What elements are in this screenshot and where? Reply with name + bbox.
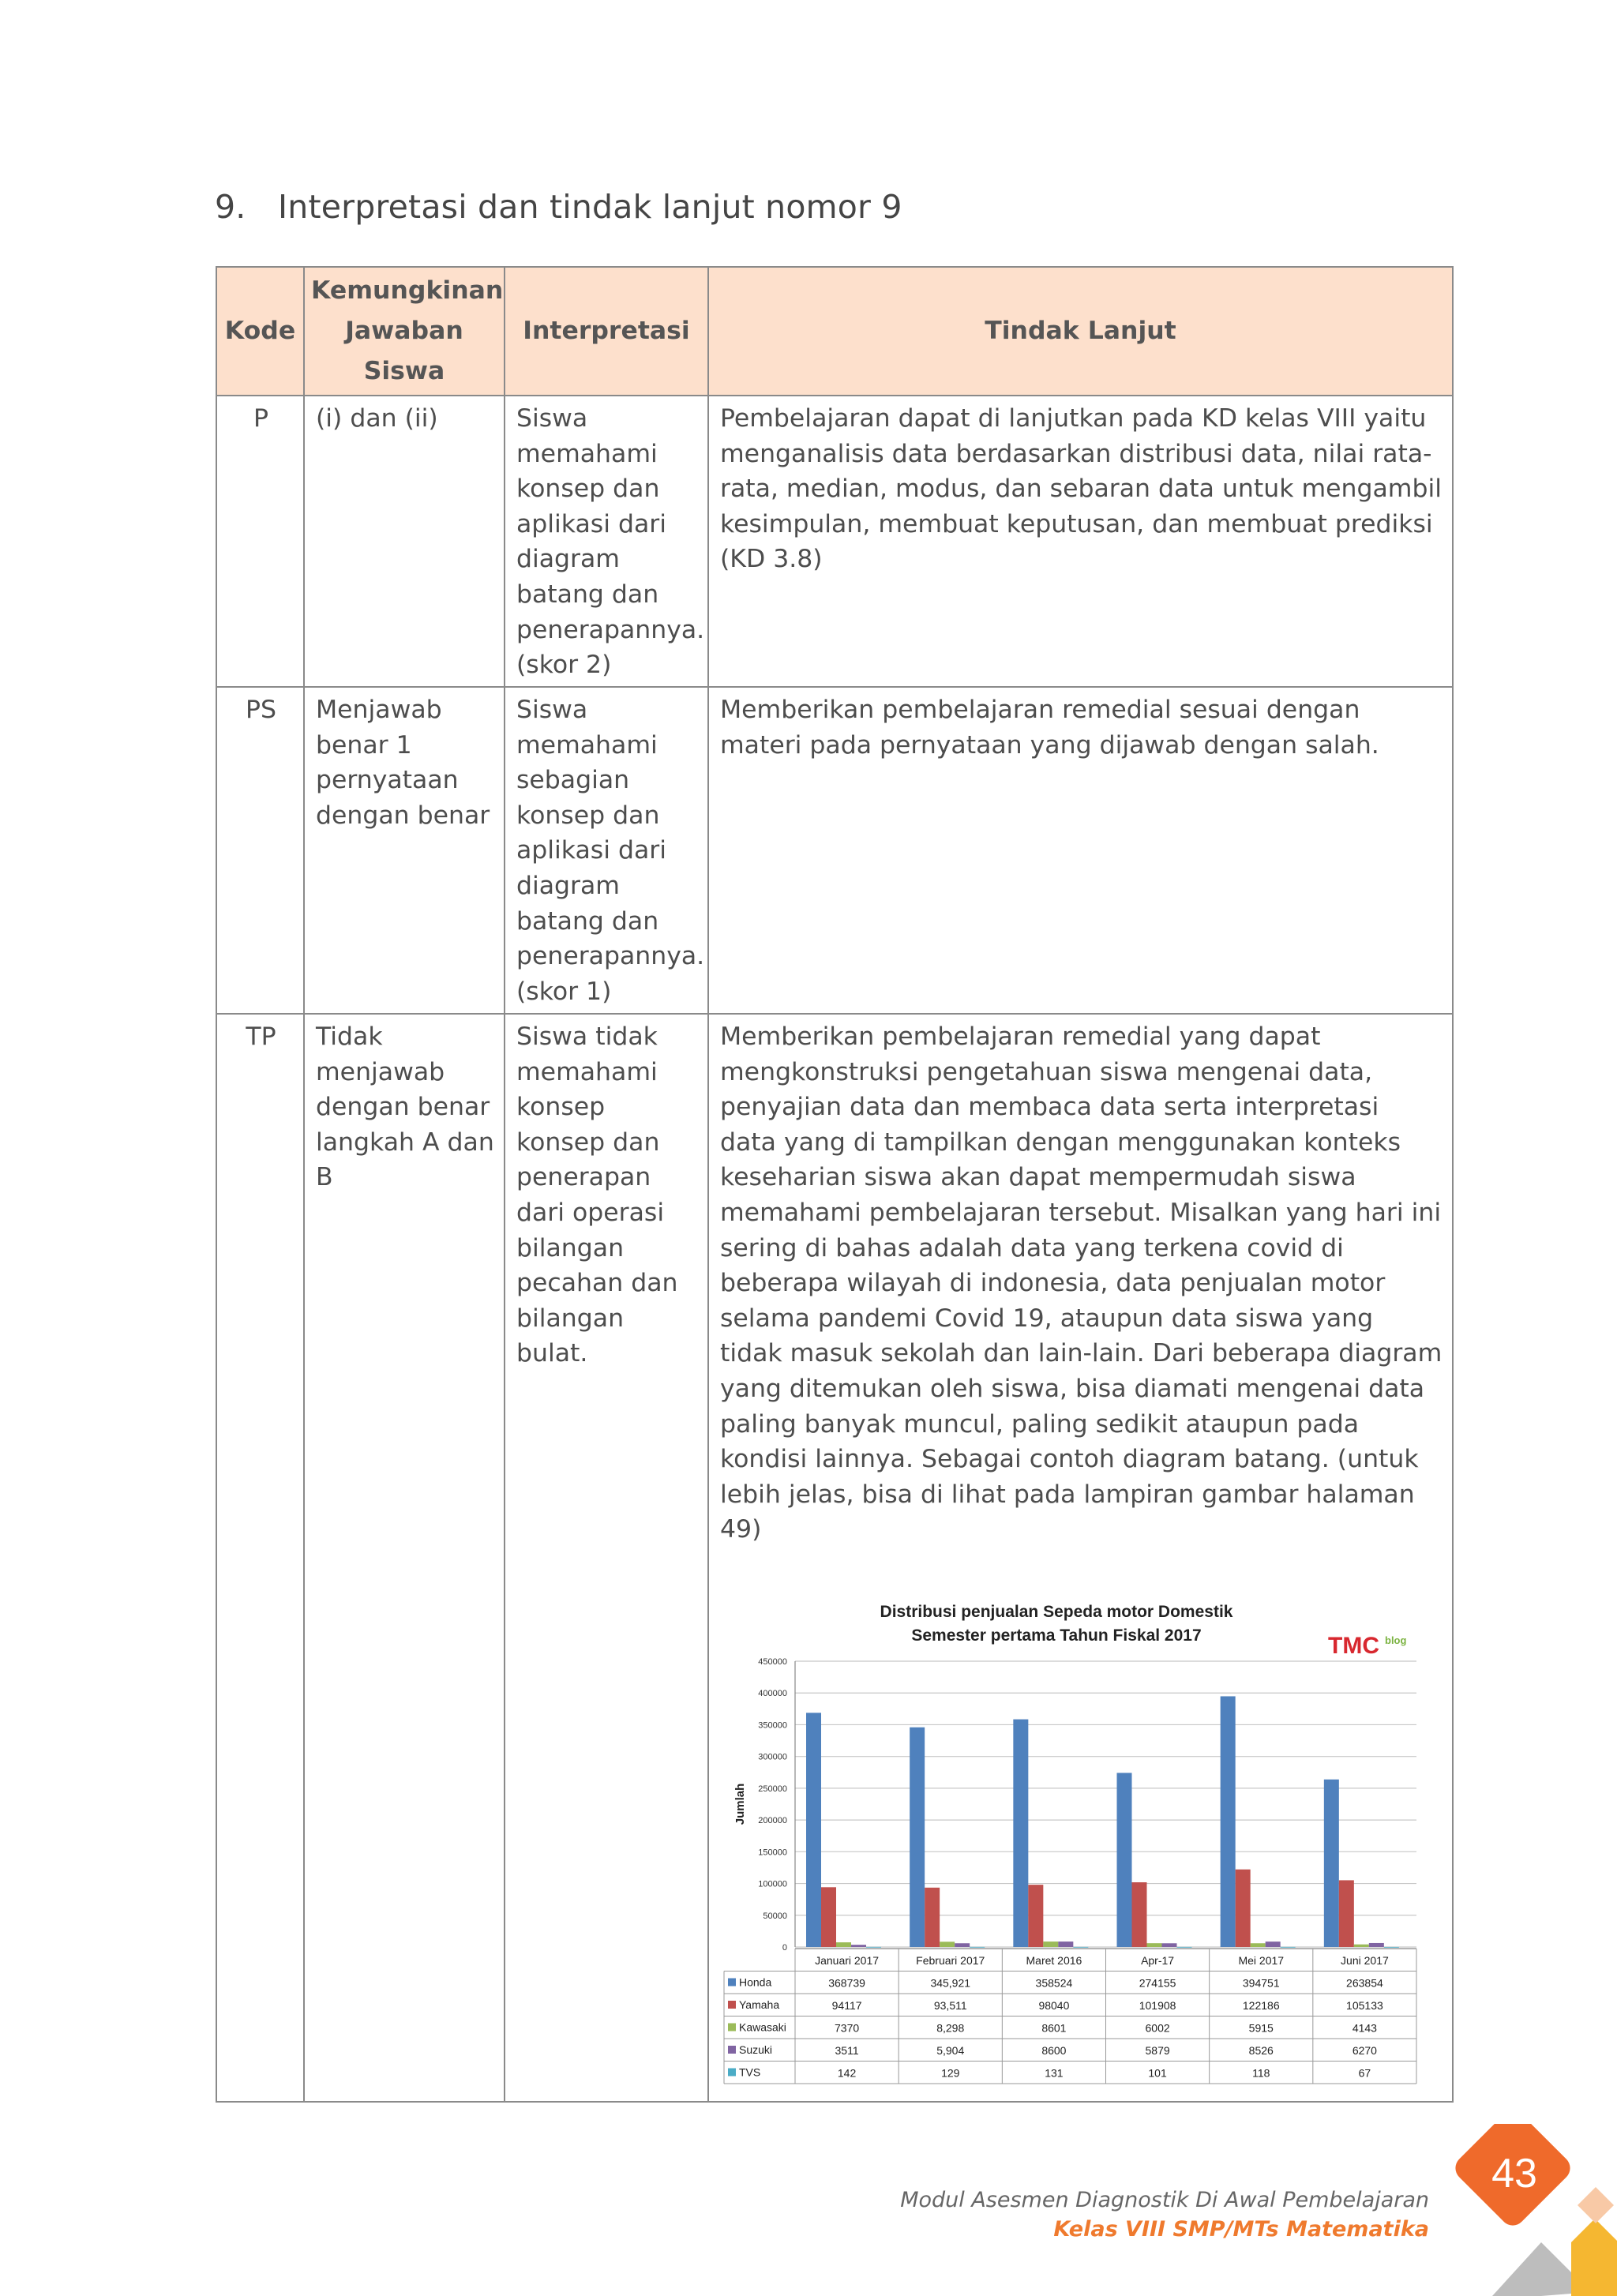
bar-tvs: [970, 1947, 985, 1948]
y-tick-label: 250000: [758, 1784, 787, 1794]
bar-suzuki: [851, 1945, 866, 1947]
sales-chart: [720, 1584, 1434, 2089]
bar-tvs: [866, 1947, 881, 1948]
bar-yamaha: [1236, 1870, 1251, 1947]
data-label: 8,298: [936, 2021, 965, 2035]
data-label: 274155: [1139, 1976, 1176, 1990]
category-label: Februari 2017: [916, 1953, 985, 1967]
legend-label: Honda: [739, 1975, 772, 1989]
y-tick-label: 400000: [758, 1689, 787, 1699]
bar-honda: [1117, 1773, 1132, 1947]
badge-peach-shape: [1578, 2187, 1614, 2223]
bar-yamaha: [1028, 1885, 1043, 1947]
footer-module-title: Modul Asesmen Diagnostik Di Awal Pembelajaran: [900, 2188, 1429, 2212]
page-badge: [1453, 2124, 1617, 2296]
data-label: 394751: [1242, 1976, 1280, 1990]
data-label: 3511: [835, 2043, 859, 2057]
legend-swatch-tvs: [728, 2068, 736, 2076]
data-label: 129: [941, 2066, 960, 2080]
row-jawaban: Tidak menjawab dengan benar langkah A dan B: [304, 1014, 505, 2102]
legend-swatch-suzuki: [728, 2046, 736, 2054]
data-label: 8601: [1041, 2021, 1067, 2035]
bar-honda: [1221, 1696, 1236, 1947]
y-tick-label: 300000: [758, 1752, 787, 1762]
data-label: 6270: [1352, 2043, 1377, 2057]
legend-label: Suzuki: [739, 2043, 773, 2056]
row-interpretasi: Siswa memahami sebagian konsep dan aplikasi dari diagram batang dan penerapannya. (skor 1): [505, 687, 708, 1014]
heading-title: Interpretasi dan tindak lanjut nomor 9: [278, 188, 902, 226]
data-label: 345,921: [930, 1976, 971, 1990]
y-tick-label: 350000: [758, 1720, 787, 1731]
bar-honda: [806, 1713, 821, 1947]
data-label: 101908: [1139, 1998, 1176, 2012]
data-label: 8600: [1041, 2043, 1067, 2057]
legend-swatch-honda: [728, 1978, 736, 1986]
bar-kawasaki: [1147, 1943, 1162, 1947]
data-label: 358524: [1035, 1976, 1073, 1990]
header-kode: Kode: [216, 267, 304, 396]
interpretation-table: [216, 266, 1454, 2103]
row-tindak-lanjut-cell: [708, 1014, 1453, 2102]
chart-subtitle: Semester pertama Tahun Fiskal 2017: [911, 1626, 1202, 1645]
table-row: [216, 1014, 1453, 2102]
data-label: 5879: [1145, 2043, 1170, 2057]
header-tindak-lanjut: Tindak Lanjut: [708, 267, 1453, 396]
data-label: 131: [1045, 2066, 1064, 2080]
page-number: 43: [1491, 2151, 1537, 2197]
data-label: 368739: [828, 1976, 865, 1990]
legend-label: Kawasaki: [739, 2020, 786, 2034]
category-label: Maret 2016: [1026, 1953, 1082, 1967]
bar-kawasaki: [940, 1941, 955, 1947]
heading-number: 9.: [215, 188, 246, 226]
legend-label: Yamaha: [739, 1998, 780, 2011]
data-label: 101: [1148, 2066, 1167, 2080]
bar-tvs: [1073, 1947, 1088, 1948]
row-kode: P: [216, 396, 304, 687]
header-jawaban: Kemungkinan Jawaban Siswa: [304, 267, 505, 396]
data-label: 94117: [831, 1998, 862, 2012]
table-row: [216, 687, 1453, 1014]
chart-logo-sub: blog: [1385, 1634, 1407, 1646]
row-interpretasi: Siswa tidak memahami konsep konsep dan penerapan dari operasi bilangan pecahan dan bilangan bulat.: [505, 1014, 708, 2102]
bar-kawasaki: [1354, 1945, 1369, 1947]
data-label: 5915: [1248, 2021, 1274, 2035]
row-kode: PS: [216, 687, 304, 1014]
data-label: 5,904: [936, 2043, 965, 2057]
category-label: Juni 2017: [1341, 1953, 1389, 1967]
category-label: Mei 2017: [1238, 1953, 1285, 1967]
data-label: 118: [1252, 2066, 1270, 2080]
category-label: Apr-17: [1141, 1953, 1175, 1967]
bar-kawasaki: [836, 1942, 851, 1947]
row-kode: TP: [216, 1014, 304, 2102]
bar-yamaha: [821, 1887, 836, 1947]
y-axis-label: Jumlah: [733, 1783, 747, 1825]
data-label: 142: [837, 2066, 857, 2080]
bar-suzuki: [955, 1943, 970, 1947]
legend-label: TVS: [739, 2065, 761, 2079]
legend-swatch-yamaha: [728, 2001, 736, 2009]
bar-honda: [910, 1728, 925, 1947]
data-label: 6002: [1145, 2021, 1170, 2035]
bar-suzuki: [1162, 1943, 1177, 1947]
y-tick-label: 450000: [758, 1656, 787, 1667]
legend-swatch-kawasaki: [728, 2023, 736, 2031]
row-interpretasi: Siswa memahami konsep dan aplikasi dari diagram batang dan penerapannya. (skor 2): [505, 396, 708, 687]
row-tindak-lanjut: Pembelajaran dapat di lanjutkan pada KD kelas VIII yaitu menganalisis data berdasarkan distribusi data, nilai rata-rata, median, modus, dan sebaran data untuk mengambil kesimpulan, membuat keputusan, dan membuat prediksi (KD 3.8): [708, 396, 1453, 687]
bar-kawasaki: [1251, 1943, 1266, 1947]
y-tick-label: 100000: [758, 1879, 787, 1889]
bar-suzuki: [1266, 1941, 1281, 1947]
bar-yamaha: [1132, 1882, 1147, 1947]
section-heading: [215, 188, 902, 226]
chart-logo: TMC: [1328, 1632, 1379, 1659]
bar-suzuki: [1369, 1943, 1384, 1947]
bar-tvs: [1177, 1947, 1192, 1948]
table-header-row: [216, 267, 1453, 396]
bar-honda: [1013, 1719, 1028, 1946]
data-label: 67: [1358, 2066, 1371, 2080]
bar-yamaha: [925, 1888, 940, 1947]
bar-kawasaki: [1043, 1941, 1058, 1947]
y-tick-label: 200000: [758, 1816, 787, 1826]
badge-yellow-shape: [1571, 2219, 1617, 2296]
row-jawaban: Menjawab benar 1 pernyataan dengan benar: [304, 687, 505, 1014]
bar-yamaha: [1339, 1880, 1354, 1947]
y-tick-label: 0: [782, 1942, 787, 1953]
bar-tvs: [1384, 1947, 1399, 1948]
data-label: 4143: [1352, 2021, 1377, 2035]
bar-tvs: [1281, 1947, 1296, 1948]
row-jawaban: (i) dan (ii): [304, 396, 505, 687]
bar-honda: [1324, 1780, 1339, 1947]
bar-chart-svg: [720, 1584, 1434, 2089]
bar-suzuki: [1058, 1941, 1073, 1947]
data-label: 122186: [1242, 1998, 1280, 2012]
data-label: 263854: [1346, 1976, 1383, 1990]
table-row: [216, 396, 1453, 687]
y-tick-label: 50000: [763, 1911, 787, 1921]
header-interpretasi: Interpretasi: [505, 267, 708, 396]
data-label: 93,511: [933, 1998, 967, 2012]
y-tick-label: 150000: [758, 1848, 787, 1858]
footer-class-title: Kelas VIII SMP/MTs Matematika: [1053, 2217, 1429, 2242]
data-label: 98040: [1038, 1998, 1070, 2012]
data-label: 8526: [1248, 2043, 1274, 2057]
data-label: 7370: [835, 2021, 860, 2035]
row-tindak-lanjut: Memberikan pembelajaran remedial sesuai dengan materi pada pernyataan yang dijawab dengan salah.: [708, 687, 1453, 1014]
data-label: 105133: [1346, 1998, 1383, 2012]
category-label: Januari 2017: [815, 1953, 880, 1967]
row-tindak-lanjut: Memberikan pembelajaran remedial yang dapat mengkonstruksi pengetahuan siswa mengenai data, penyajian data dan membaca data serta interpretasi data yang di tampilkan dengan menggunakan konteks keseharian siswa akan dapat mempermudah siswa memahami pembelajaran tersebut. Misalkan yang hari ini sering di bahas adalah data yang terkena covid di beberapa wilayah di indonesia, data penjualan motor selama pandemi Covid 19, ataupun data siswa yang tidak masuk sekolah dan lain-lain. Dari beberapa diagram yang ditemukan oleh siswa, bisa diamati mengenai data paling banyak muncul, paling sedikit ataupun pada kondisi lainnya. Sebagai contoh diagram batang. (untuk lebih jelas, bisa di lihat pada lampiran gambar halaman 49): [720, 1022, 1443, 1544]
chart-title: Distribusi penjualan Sepeda motor Domestik: [880, 1602, 1233, 1621]
